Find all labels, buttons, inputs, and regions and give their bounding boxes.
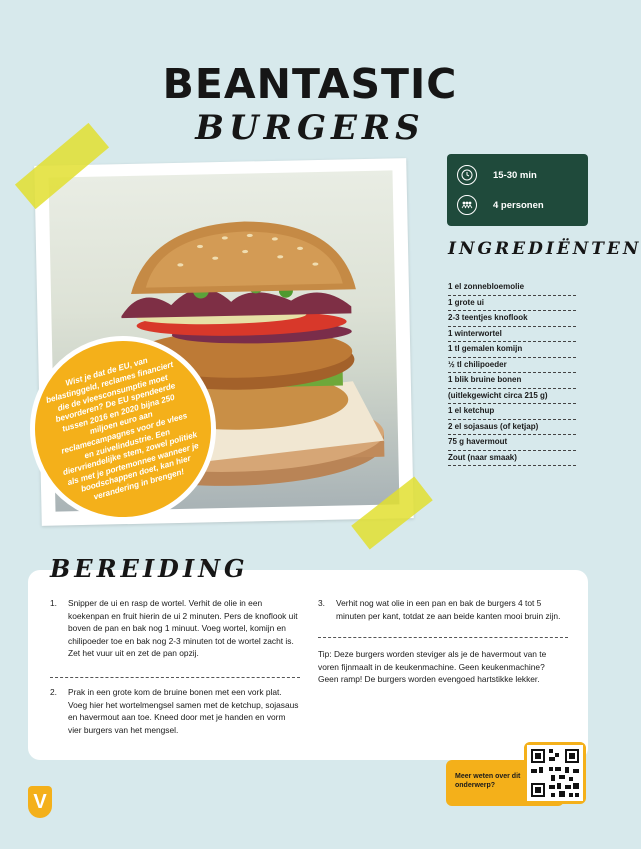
ingredient-item: 1 blik bruine bonen: [448, 373, 576, 389]
ingredient-item: Zout (naar smaak): [448, 451, 576, 467]
step-number: 2.: [50, 687, 57, 697]
preparation-title: BEREIDING: [50, 554, 249, 583]
servings-label: 4 personen: [493, 199, 544, 211]
time-label: 15-30 min: [493, 169, 537, 181]
step-text: Prak in een grote kom de bruine bonen met een vork plat. Voeg hier het wortelmengsel samen met de ketchup, sojasaus en havermout aan toe. Kneed door met je handen en vorm vier burgers van het mengsel.: [68, 687, 299, 735]
tip-text: Tip: Deze burgers worden steviger als je de havermout van te voren fijnmaalt in de keukenmachine. Geen keukenmachine? Geen ramp! De burgers worden evengoed hartstikke lekker.: [318, 649, 547, 685]
step-number: 1.: [50, 598, 57, 608]
clock-icon: [457, 165, 477, 185]
ingredients-title: INGREDIËNTEN: [448, 239, 641, 259]
step-item: [50, 686, 300, 736]
qr-code[interactable]: [524, 742, 586, 804]
step-text: Snipper de ui en rasp de wortel. Verhit de olie in een koekenpan en fruit hierin de ui 2 minuten. Pers de knoflook uit boven de pan en bak nog 1 minuut. Voeg wortel, komijn en chilipoeder toe en bak nog 2-3 minuten tot de wortel zacht is. Zet het vuur uit en zet de pan opzij.: [68, 598, 298, 659]
ingredient-item: 1 el zonnebloemolie: [448, 280, 576, 296]
time-row: [457, 162, 537, 188]
ingredient-item: 1 grote ui: [448, 296, 576, 312]
ingredients-list: [448, 280, 576, 466]
fact-text: Wist je dat de EU, van belastinggeld, reclames financiert die de vleesconsumptie moet bevorderen? De EU spendeerde tussen 2016 en 2020 bijna 250 miljoen euro aan reclamecampagnes voor de vlees en zuivelindustrie. Een diervriendelijke stem, zowel politiek als met je portemonnee wanneer je boodschappen doet, kan hier verandering in brengen!: [44, 356, 200, 502]
step-item: [50, 597, 300, 660]
recipe-subtitle: BURGERS: [195, 108, 425, 148]
ingredient-item: 1 tl gemalen komijn: [448, 342, 576, 358]
ingredient-item: 2 el sojasaus (of ketjap): [448, 420, 576, 436]
brand-logo: V: [28, 786, 52, 818]
servings-row: [457, 192, 544, 218]
step-item: [318, 597, 568, 622]
recipe-title: BEANTASTIC: [162, 60, 458, 108]
ingredient-item: ½ tl chilipoeder: [448, 358, 576, 374]
people-icon: [457, 195, 477, 215]
divider: [50, 677, 300, 678]
recipe-info-box: [447, 154, 588, 226]
step-number: 3.: [318, 598, 325, 608]
ingredient-item: 1 winterwortel: [448, 327, 576, 343]
step-text: Verhit nog wat olie in een pan en bak de burgers 4 tot 5 minuten per kant, totdat ze aan beide kanten mooi bruin zijn.: [336, 598, 561, 621]
ingredient-item: 75 g havermout: [448, 435, 576, 451]
more-info-text[interactable]: Meer weten over dit onderwerp?: [455, 773, 521, 789]
divider: [318, 637, 568, 638]
ingredient-item: 1 el ketchup: [448, 404, 576, 420]
ingredient-item: (uitlekgewicht circa 215 g): [448, 389, 576, 405]
ingredient-item: 2-3 teentjes knoflook: [448, 311, 576, 327]
